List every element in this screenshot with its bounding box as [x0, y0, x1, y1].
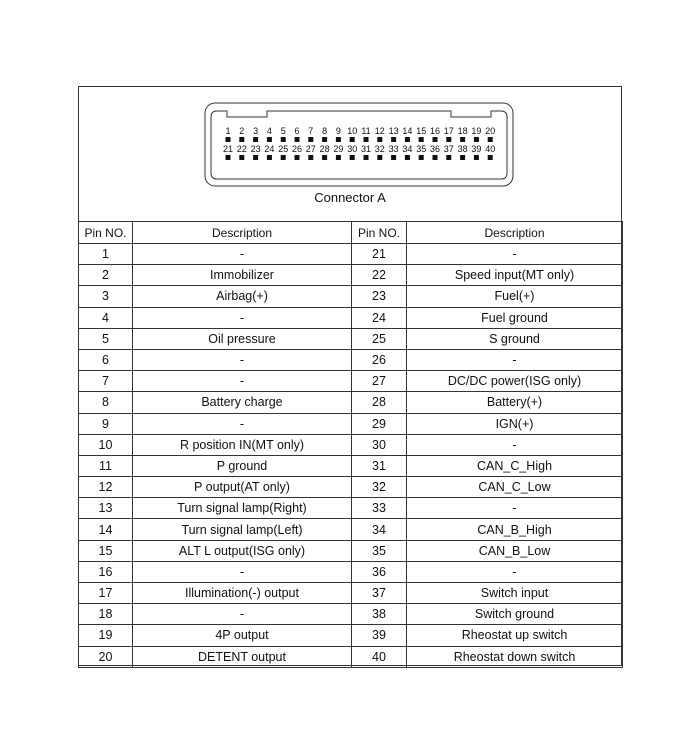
pin-number-cell: 40 — [352, 646, 407, 667]
pin-label: 23 — [250, 144, 261, 154]
pin-terminal — [239, 137, 244, 142]
pin-label: 11 — [361, 126, 371, 136]
pin-terminal — [295, 155, 300, 160]
pin-terminal — [474, 137, 479, 142]
pin-label: 39 — [471, 144, 482, 154]
header-description-right: Description — [407, 222, 623, 244]
pin-number-cell: 1 — [79, 244, 133, 265]
table-row — [79, 286, 623, 307]
pin-number-cell: 2 — [79, 265, 133, 286]
table-row — [79, 477, 623, 498]
pin-description-cell: Fuel(+) — [407, 286, 623, 307]
pin-label: 15 — [416, 126, 427, 136]
pin-label: 20 — [485, 126, 496, 136]
pin-label: 31 — [360, 144, 372, 154]
pin-number-cell: 34 — [352, 519, 407, 540]
pin-terminal — [433, 137, 438, 142]
pin-number-cell: 17 — [79, 583, 133, 604]
pin-number-cell: 32 — [352, 477, 407, 498]
pin-description-cell: Switch input — [407, 583, 623, 604]
connector-diagram-area — [79, 87, 621, 221]
pin-number-cell: 10 — [79, 434, 133, 455]
pin-description-cell: R position IN(MT only) — [133, 434, 352, 455]
pin-description-cell: Speed input(MT only) — [407, 265, 623, 286]
pin-table-body — [79, 244, 623, 668]
pin-label: 12 — [374, 126, 385, 136]
pin-terminal — [377, 137, 382, 142]
table-row — [79, 604, 623, 625]
table-row — [79, 561, 623, 582]
pin-label: 14 — [402, 126, 413, 136]
pin-description-cell: Battery charge — [133, 392, 352, 413]
pin-number-cell: 24 — [352, 307, 407, 328]
table-row — [79, 392, 623, 413]
pin-number-cell: 39 — [352, 625, 407, 646]
pin-terminal — [336, 137, 341, 142]
pin-number-cell: 37 — [352, 583, 407, 604]
pin-description-cell: Fuel ground — [407, 307, 623, 328]
pin-terminal — [281, 155, 286, 160]
pin-label: 32 — [374, 144, 385, 154]
pin-table — [78, 221, 623, 668]
pin-terminal — [446, 137, 451, 142]
pin-terminal — [267, 137, 272, 142]
pin-label: 22 — [236, 144, 247, 154]
table-row — [79, 540, 623, 561]
pin-terminal — [322, 137, 327, 142]
pin-label: 30 — [347, 144, 358, 154]
table-row — [79, 349, 623, 370]
pin-terminal — [350, 155, 355, 160]
pin-description-cell: - — [407, 244, 623, 265]
connector-caption: Connector A — [314, 190, 386, 205]
pin-terminal — [364, 137, 369, 142]
pin-number-cell: 36 — [352, 561, 407, 582]
pin-terminal — [336, 155, 341, 160]
pin-number-cell: 21 — [352, 244, 407, 265]
pin-description-cell: CAN_B_Low — [407, 540, 623, 561]
pin-description-cell: - — [133, 349, 352, 370]
pin-description-cell: - — [407, 498, 623, 519]
pin-description-cell: S ground — [407, 328, 623, 349]
pin-label: 16 — [429, 126, 441, 136]
pin-table-header — [79, 222, 623, 244]
pin-label: 35 — [416, 144, 427, 154]
pin-number-cell: 19 — [79, 625, 133, 646]
pin-label: 8 — [322, 126, 328, 136]
pin-label: 33 — [388, 144, 399, 154]
pin-terminal — [460, 155, 465, 160]
table-row — [79, 498, 623, 519]
pin-terminal — [364, 155, 369, 160]
pin-number-cell: 20 — [79, 646, 133, 667]
table-row — [79, 455, 623, 476]
pin-terminal — [267, 155, 272, 160]
pin-terminal — [377, 155, 382, 160]
pin-description-cell: Oil pressure — [133, 328, 352, 349]
pin-description-cell: P output(AT only) — [133, 477, 352, 498]
pin-description-cell: CAN_C_Low — [407, 477, 623, 498]
pin-description-cell: - — [133, 604, 352, 625]
pin-description-cell: - — [133, 413, 352, 434]
pin-description-cell: - — [407, 561, 623, 582]
pin-number-cell: 29 — [352, 413, 407, 434]
pin-description-cell: CAN_B_High — [407, 519, 623, 540]
table-row — [79, 244, 623, 265]
pin-terminal — [433, 155, 438, 160]
pin-label: 36 — [429, 144, 441, 154]
pin-terminal — [295, 137, 300, 142]
pin-label: 29 — [333, 144, 344, 154]
pin-terminal — [419, 155, 424, 160]
pin-description-cell: IGN(+) — [407, 413, 623, 434]
pin-description-cell: - — [133, 244, 352, 265]
pin-terminal — [281, 137, 286, 142]
header-pin-no-right: Pin NO. — [352, 222, 407, 244]
pin-terminal — [405, 155, 410, 160]
pin-label: 13 — [388, 126, 399, 136]
pin-number-cell: 3 — [79, 286, 133, 307]
pin-description-cell: CAN_C_High — [407, 455, 623, 476]
pin-number-cell: 35 — [352, 540, 407, 561]
pin-terminal — [308, 137, 313, 142]
table-row — [79, 371, 623, 392]
pin-description-cell: - — [407, 349, 623, 370]
pin-number-cell: 23 — [352, 286, 407, 307]
pin-number-cell: 31 — [352, 455, 407, 476]
pin-description-cell: Turn signal lamp(Left) — [133, 519, 352, 540]
pin-label: 25 — [278, 144, 289, 154]
connector-document — [78, 86, 622, 666]
pin-description-cell: Battery(+) — [407, 392, 623, 413]
pin-description-cell: - — [133, 561, 352, 582]
pin-label: 19 — [471, 126, 482, 136]
pin-description-cell: Switch ground — [407, 604, 623, 625]
pin-terminal — [405, 137, 410, 142]
table-row — [79, 434, 623, 455]
pin-label: 6 — [294, 126, 300, 136]
pin-label: 17 — [443, 126, 454, 136]
pin-description-cell: Immobilizer — [133, 265, 352, 286]
connector-pins — [223, 126, 495, 160]
pin-terminal — [226, 137, 231, 142]
table-row — [79, 583, 623, 604]
pin-description-cell: DETENT output — [133, 646, 352, 667]
pin-number-cell: 33 — [352, 498, 407, 519]
pin-label: 21 — [222, 144, 234, 154]
pin-label: 26 — [291, 144, 303, 154]
pin-label: 10 — [347, 126, 358, 136]
pin-description-cell: - — [133, 371, 352, 392]
pin-terminal — [322, 155, 327, 160]
pin-label: 5 — [280, 126, 286, 136]
pin-terminal — [391, 155, 396, 160]
pin-number-cell: 15 — [79, 540, 133, 561]
pin-label: 27 — [305, 144, 316, 154]
pin-label: 3 — [253, 126, 259, 136]
pin-terminal — [350, 137, 355, 142]
pin-terminal — [391, 137, 396, 142]
pin-label: 24 — [264, 144, 275, 154]
pin-terminal — [488, 137, 493, 142]
pin-number-cell: 22 — [352, 265, 407, 286]
pin-terminal — [419, 137, 424, 142]
pin-description-cell: Turn signal lamp(Right) — [133, 498, 352, 519]
pin-number-cell: 5 — [79, 328, 133, 349]
pin-label: 34 — [402, 144, 413, 154]
header-pin-no-left: Pin NO. — [79, 222, 133, 244]
pin-description-cell: DC/DC power(ISG only) — [407, 371, 623, 392]
pin-description-cell: - — [133, 307, 352, 328]
pin-label: 9 — [335, 126, 341, 136]
pin-number-cell: 25 — [352, 328, 407, 349]
pin-number-cell: 30 — [352, 434, 407, 455]
table-row — [79, 625, 623, 646]
pin-number-cell: 27 — [352, 371, 407, 392]
pin-description-cell: 4P output — [133, 625, 352, 646]
pin-number-cell: 9 — [79, 413, 133, 434]
pin-terminal — [488, 155, 493, 160]
pin-number-cell: 6 — [79, 349, 133, 370]
pin-terminal — [460, 137, 465, 142]
pin-terminal — [239, 155, 244, 160]
table-row — [79, 646, 623, 667]
pin-description-cell: Rheostat down switch — [407, 646, 623, 667]
pin-terminal — [446, 155, 451, 160]
table-row — [79, 307, 623, 328]
pin-description-cell: Rheostat up switch — [407, 625, 623, 646]
pin-description-cell: P ground — [133, 455, 352, 476]
pin-terminal — [253, 137, 258, 142]
pin-number-cell: 13 — [79, 498, 133, 519]
pin-number-cell: 28 — [352, 392, 407, 413]
pin-number-cell: 4 — [79, 307, 133, 328]
pin-label: 4 — [266, 126, 272, 136]
pin-terminal — [253, 155, 258, 160]
pin-number-cell: 12 — [79, 477, 133, 498]
pin-terminal — [474, 155, 479, 160]
pin-number-cell: 26 — [352, 349, 407, 370]
pin-number-cell: 14 — [79, 519, 133, 540]
pin-description-cell: - — [407, 434, 623, 455]
pin-label: 37 — [443, 144, 454, 154]
table-row — [79, 328, 623, 349]
pin-label: 7 — [308, 126, 314, 136]
pin-label: 40 — [485, 144, 496, 154]
pin-description-cell: Airbag(+) — [133, 286, 352, 307]
table-row — [79, 519, 623, 540]
pin-number-cell: 18 — [79, 604, 133, 625]
pin-label: 38 — [457, 144, 468, 154]
pin-number-cell: 7 — [79, 371, 133, 392]
pin-number-cell: 11 — [79, 455, 133, 476]
table-row — [79, 265, 623, 286]
pin-number-cell: 8 — [79, 392, 133, 413]
pin-number-cell: 38 — [352, 604, 407, 625]
pin-label: 2 — [239, 126, 245, 136]
pin-terminal — [226, 155, 231, 160]
pin-label: 28 — [319, 144, 330, 154]
pin-label: 1 — [225, 126, 231, 136]
pin-number-cell: 16 — [79, 561, 133, 582]
header-description-left: Description — [133, 222, 352, 244]
pin-label: 18 — [457, 126, 468, 136]
pin-terminal — [308, 155, 313, 160]
pin-description-cell: ALT L output(ISG only) — [133, 540, 352, 561]
pin-description-cell: Illumination(-) output — [133, 583, 352, 604]
table-row — [79, 413, 623, 434]
